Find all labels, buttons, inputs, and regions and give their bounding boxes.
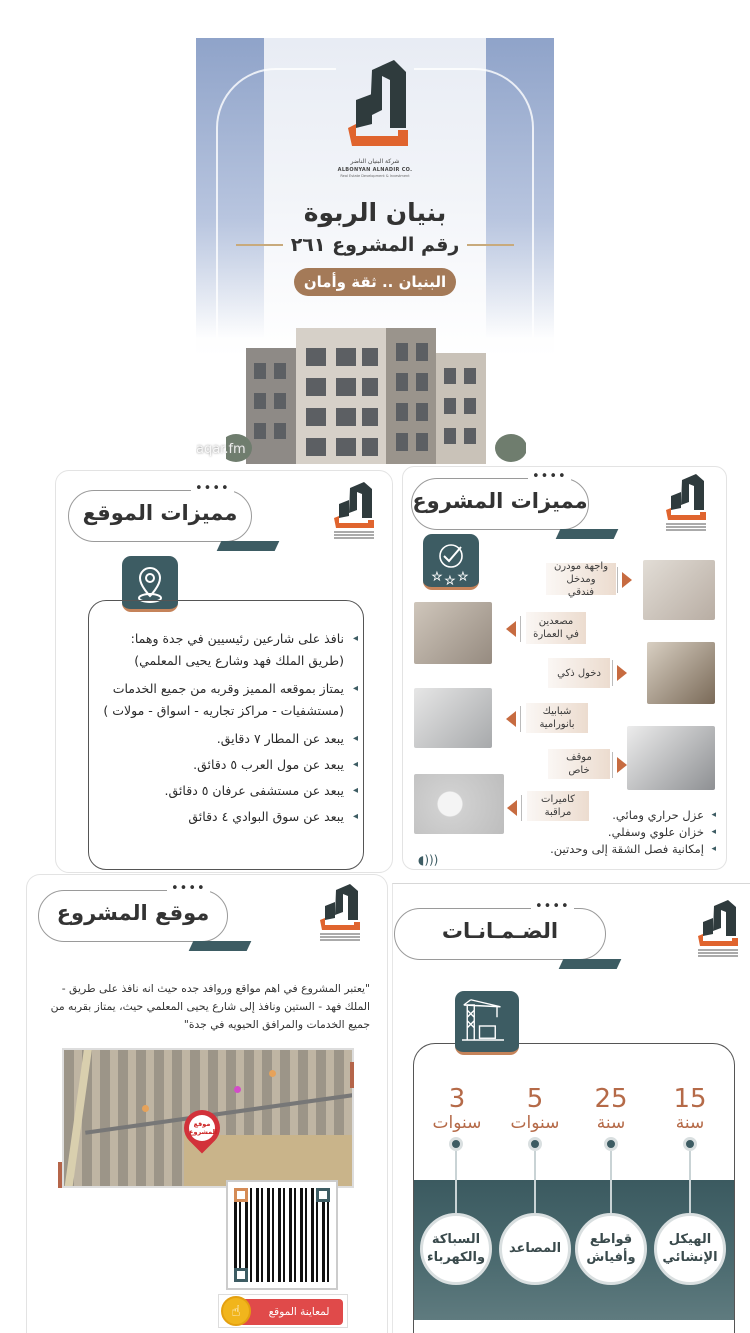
accent-bar: [559, 959, 622, 969]
warranty-item-switches: قواطع وأفياش: [575, 1213, 647, 1285]
satellite-map[interactable]: [62, 1048, 354, 1188]
accent-bar: [556, 529, 619, 539]
list-item: ◂ يبعد عن مول العرب ٥ دقائق.: [96, 754, 358, 776]
smart-lock-photo: [647, 642, 715, 704]
warranty-number: 25: [594, 1084, 628, 1114]
company-logo-icon: [316, 882, 364, 944]
list-item: ◂ نافذ على شارعين رئيسيين في جدة وهما: (طريق الملك فهد وشارع يحيى المعلمي): [96, 628, 358, 672]
accent-mark: [350, 1062, 354, 1088]
warranty-unit: سنوات: [432, 1113, 482, 1133]
accent-bar: [189, 941, 252, 951]
poi-marker: [234, 1086, 241, 1093]
connector-line: [455, 1151, 457, 1213]
slogan-badge: البنيان .. ثقة وأمان: [294, 268, 456, 296]
section-title: الضـمـانـات: [441, 919, 559, 943]
warranty-duration: [655, 1085, 725, 1133]
project-number: رقم المشروع ٢٦١: [290, 234, 460, 256]
company-name-english: ALBONYAN ALNADIR CO.: [337, 167, 413, 173]
connector-line: [534, 1151, 536, 1213]
hero-banner: [196, 38, 554, 464]
timeline-dot: [528, 1137, 542, 1151]
qr-finder: [316, 1188, 330, 1202]
accent-mark: [58, 1162, 62, 1188]
warranty-item-structure: الهيكل الإنشائي: [654, 1213, 726, 1285]
building-render-image: [226, 308, 526, 464]
dots-decoration: ••••: [167, 882, 210, 896]
timeline-dot: [449, 1137, 463, 1151]
warranties-header: [394, 899, 606, 960]
accent-bar: [217, 541, 280, 551]
project-number-row: [236, 234, 514, 256]
timeline-dot: [683, 1137, 697, 1151]
lobby-photo: [643, 560, 715, 620]
list-item: ◂ يبعد عن مستشفى عرفان ٥ دقائق.: [96, 780, 358, 802]
divider: [617, 567, 618, 593]
watermark-text: aqar.fm: [196, 442, 246, 457]
svg-text:★: ★: [458, 570, 468, 583]
feature-label: واجهة مودرن ومدخل فندقي: [546, 563, 616, 595]
company-logo-icon: [342, 58, 412, 148]
list-item: ◂ خزان علوي وسفلي.: [418, 824, 716, 841]
company-logo-icon: [662, 472, 710, 534]
arrow-left-icon: [506, 621, 516, 637]
feature-label: موقف خاص: [548, 749, 610, 779]
feature-label: مصعدين في العمارة: [526, 612, 586, 644]
arrow-right-icon: [617, 665, 627, 681]
feature-label: دخول ذكي: [548, 658, 610, 688]
qr-finder: [234, 1188, 248, 1202]
divider: [612, 752, 613, 778]
warranty-duration: [576, 1085, 646, 1133]
divider: [467, 244, 514, 246]
company-name-arabic: شركة البنيان الناضر: [350, 158, 400, 165]
list-item: ◂ يبعد عن المطار ٧ دقايق.: [96, 728, 358, 750]
feature-label: شبابيك بانورامية: [526, 703, 588, 733]
panoramic-window-photo: [414, 688, 492, 748]
poi-marker: [269, 1070, 276, 1077]
warranty-duration: [422, 1085, 492, 1133]
divider: [612, 660, 613, 686]
warranty-item-elevators: المصاعد: [499, 1213, 571, 1285]
feature-label: كاميرات مراقبة: [527, 791, 589, 821]
company-logo-icon: [330, 480, 378, 542]
project-location-header: [38, 881, 228, 942]
project-name: بنيان الربوة: [303, 198, 447, 227]
warranty-number: 3: [448, 1084, 466, 1114]
pointer-hand-icon: ☝: [221, 1296, 251, 1326]
dots-decoration: ••••: [531, 900, 574, 914]
checkmark-stars-icon: [423, 534, 479, 590]
qr-finder: [234, 1268, 248, 1282]
warranty-number: 5: [526, 1084, 544, 1114]
warranty-number: 15: [673, 1084, 707, 1114]
list-item: ◂ إمكانية فصل الشقة إلى وحدتين.: [418, 841, 716, 858]
company-logo-icon: [694, 898, 742, 960]
list-item: ◂ يبعد عن سوق البوادي ٤ دقائق: [96, 806, 358, 828]
arrow-left-icon: [506, 711, 516, 727]
section-title: مميزات الموقع: [82, 501, 238, 525]
poi-marker: [142, 1105, 149, 1112]
project-location-description: "يعتبر المشروع في اهم مواقع وروافد جده حيث انه نافذ على طريق - الملك فهد - الستين ونافذ إلى شارع يحيى المعلمي حيث، يمتاز بقربه من جميع الخدمات والمرافق الحيويه في جدة": [50, 982, 370, 1031]
divider: [236, 244, 283, 246]
project-extras-list: [418, 807, 716, 858]
list-item: ◂ عزل حراري ومائي.: [418, 807, 716, 824]
audio-wave-icon: ◖))): [418, 853, 439, 867]
location-features-header: [68, 481, 252, 542]
crane-icon: [455, 991, 519, 1055]
connector-line: [610, 1151, 612, 1213]
arrow-right-icon: [622, 572, 632, 588]
timeline-dot: [604, 1137, 618, 1151]
dots-decoration: ••••: [191, 482, 234, 496]
section-title: مميزات المشروع: [412, 489, 588, 513]
warranty-unit: سنوات: [510, 1113, 560, 1133]
project-features-header: [411, 469, 589, 530]
divider: [520, 706, 521, 732]
arrow-right-icon: [617, 757, 627, 773]
qr-pattern: [234, 1188, 330, 1282]
dots-decoration: ••••: [528, 470, 571, 484]
location-features-list: [96, 628, 358, 832]
warranty-item-plumbing-electric: السباكة والكهرباء: [420, 1213, 492, 1285]
elevator-photo: [414, 602, 492, 664]
warranty-unit: سنة: [596, 1113, 626, 1133]
list-item: ◂ يمتاز بموقعه المميز وقربه من جميع الخدمات (مستشفيات - مراكز تجاريه - اسواق - مولات ): [96, 678, 358, 722]
car-photo: [627, 726, 715, 790]
warranty-duration: [500, 1085, 570, 1133]
visit-location-label: لمعاينة الموقع: [239, 1299, 343, 1325]
divider: [520, 616, 521, 642]
svg-text:★: ★: [432, 570, 442, 583]
svg-text:★: ★: [445, 574, 455, 587]
map-pin-label: موقع المشروع: [189, 1115, 215, 1141]
connector-line: [689, 1151, 691, 1213]
qr-code[interactable]: [226, 1180, 338, 1290]
company-tagline: Real Estate Development & Investment: [340, 174, 410, 178]
visit-location-button[interactable]: [218, 1294, 348, 1328]
section-title: موقع المشروع: [56, 901, 210, 925]
warranty-unit: سنة: [675, 1113, 705, 1133]
